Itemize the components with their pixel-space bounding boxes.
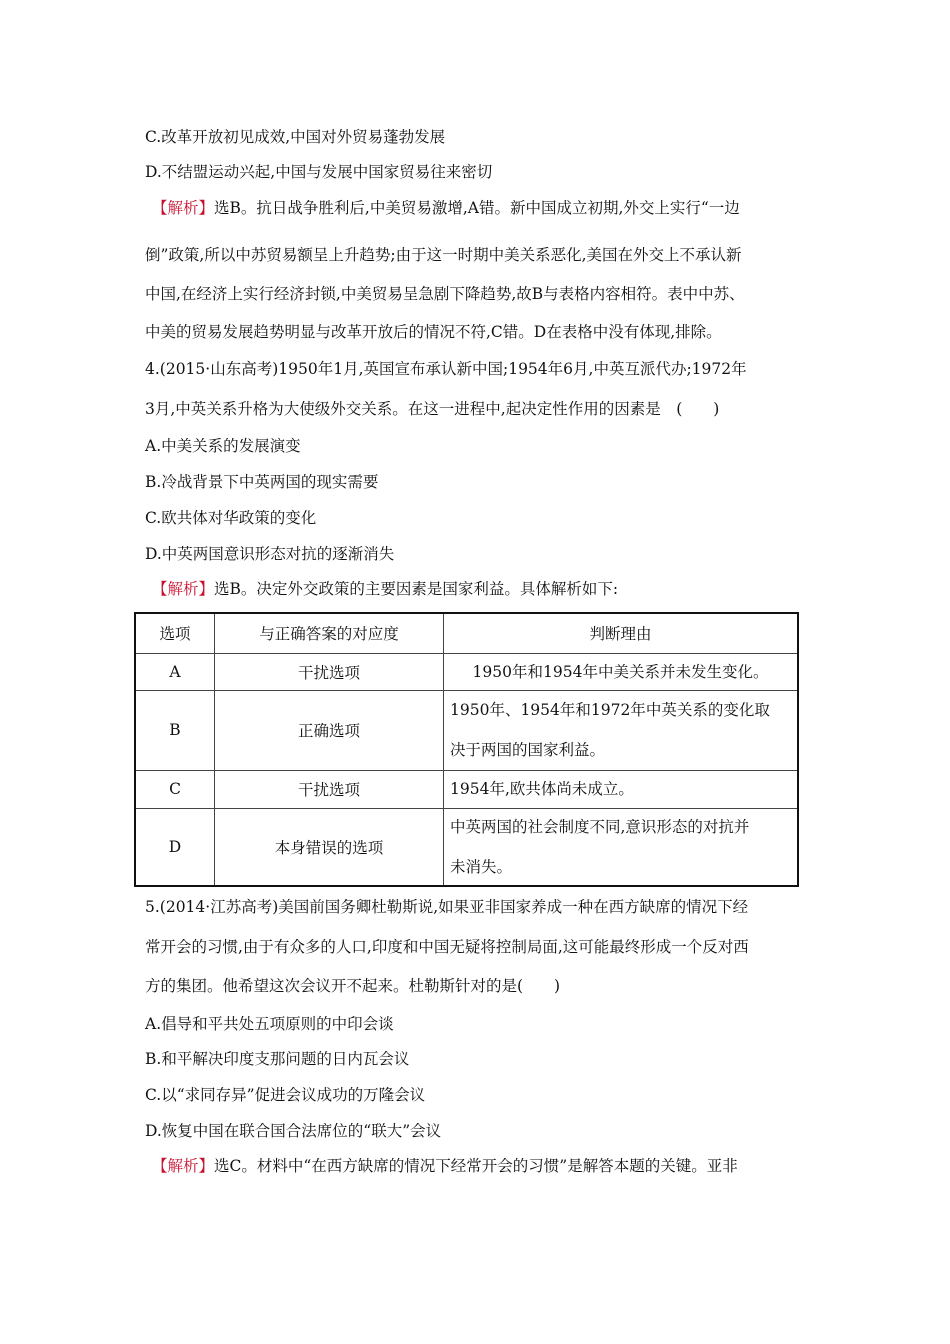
reason-line: 决于两国的国家利益。: [450, 741, 606, 759]
cell-relation: 本身错误的选项: [215, 808, 444, 886]
cell-relation: 干扰选项: [215, 653, 444, 690]
q4-option-d: D.中英两国意识形态对抗的逐渐消失: [145, 545, 395, 563]
q5-stem-line-2: 常开会的习惯,由于有众多的人口,印度和中国无疑将控制局面,这可能最终形成一个反对西: [145, 938, 749, 956]
table-row: [135, 770, 798, 808]
analysis-tag: 【解析】: [152, 1157, 215, 1175]
cell-option: B: [135, 690, 215, 770]
header-reason: 判断理由: [444, 613, 799, 653]
q4-option-b: B.冷战背景下中英两国的现实需要: [145, 473, 379, 491]
q4-stem-line-1: 4.(2015·山东高考)1950年1月,英国宣布承认新中国;1954年6月,中英互派代办;1972年: [145, 360, 747, 378]
cell-option: D: [135, 808, 215, 886]
q3-analysis-line-2: 倒”政策,所以中苏贸易额呈上升趋势;由于这一时期中美关系恶化,美国在外交上不承认新: [145, 246, 742, 264]
reason-line: 未消失。: [450, 857, 513, 876]
cell-reason: [444, 653, 799, 690]
q5-stem-line-1: 5.(2014·江苏高考)美国前国务卿杜勒斯说,如果亚非国家养成一种在西方缺席的情况下经: [145, 898, 749, 916]
q3-analysis-line-4: 中美的贸易发展趋势明显与改革开放后的情况不符,C错。D在表格中没有体现,排除。: [145, 323, 722, 341]
q3-analysis-line-3: 中国,在经济上实行经济封锁,中美贸易呈急剧下降趋势,故B与表格内容相符。表中中苏、: [145, 285, 745, 303]
q4-stem-line-2: 3月,中英关系升格为大使级外交关系。在这一进程中,起决定性作用的因素是 ( ): [145, 400, 720, 418]
q5-analysis-line: [152, 1156, 820, 1176]
cell-relation: 干扰选项: [215, 770, 444, 808]
q5-option-b: B.和平解决印度支那问题的日内瓦会议: [145, 1050, 410, 1068]
q4-analysis-text: 选B。决定外交政策的主要因素是国家利益。具体解析如下:: [214, 580, 619, 598]
table-row: [135, 690, 798, 770]
header-option: 选项: [135, 613, 215, 653]
table-row: [135, 653, 798, 690]
q5-analysis-text: 选C。材料中“在西方缺席的情况下经常开会的习惯”是解答本题的关键。亚非: [214, 1157, 738, 1175]
reason-line: 1950年、1954年和1972年中英关系的变化取: [450, 701, 770, 719]
q5-option-a: A.倡导和平共处五项原则的中印会谈: [145, 1015, 394, 1033]
table-row: [135, 808, 798, 886]
cell-option: C: [135, 770, 215, 808]
analysis-tag: 【解析】: [152, 580, 215, 598]
q3-option-c: C.改革开放初见成效,中国对外贸易蓬勃发展: [145, 128, 446, 146]
cell-reason: [444, 770, 799, 808]
cell-relation: 正确选项: [215, 690, 444, 770]
q3-option-d: D.不结盟运动兴起,中国与发展中国家贸易往来密切: [145, 163, 493, 181]
analysis-table: [134, 612, 799, 887]
q4-option-a: A.中美关系的发展演变: [145, 437, 301, 455]
reason-line: 1954年,欧共体尚未成立。: [450, 780, 634, 798]
cell-reason: [444, 690, 799, 770]
cell-option: A: [135, 653, 215, 690]
reason-line: 1950年和1954年中美关系并未发生变化。: [472, 662, 769, 681]
header-relation: 与正确答案的对应度: [215, 613, 444, 653]
reason-line: 中英两国的社会制度不同,意识形态的对抗并: [450, 817, 750, 836]
q3-analysis-line-1: [152, 198, 820, 218]
analysis-tag: 【解析】: [152, 199, 215, 217]
q3-analysis-text: 选B。抗日战争胜利后,中美贸易激增,A错。新中国成立初期,外交上实行“一边: [214, 199, 740, 217]
q4-analysis-line: [152, 579, 820, 599]
q5-stem-line-3: 方的集团。他希望这次会议开不起来。杜勒斯针对的是( ): [145, 977, 561, 995]
q4-option-c: C.欧共体对华政策的变化: [145, 509, 317, 527]
q5-option-c: C.以“求同存异”促进会议成功的万隆会议: [145, 1086, 426, 1104]
table-header-row: [135, 613, 798, 653]
cell-reason: [444, 808, 799, 886]
q5-option-d: D.恢复中国在联合国合法席位的“联大”会议: [145, 1122, 442, 1140]
